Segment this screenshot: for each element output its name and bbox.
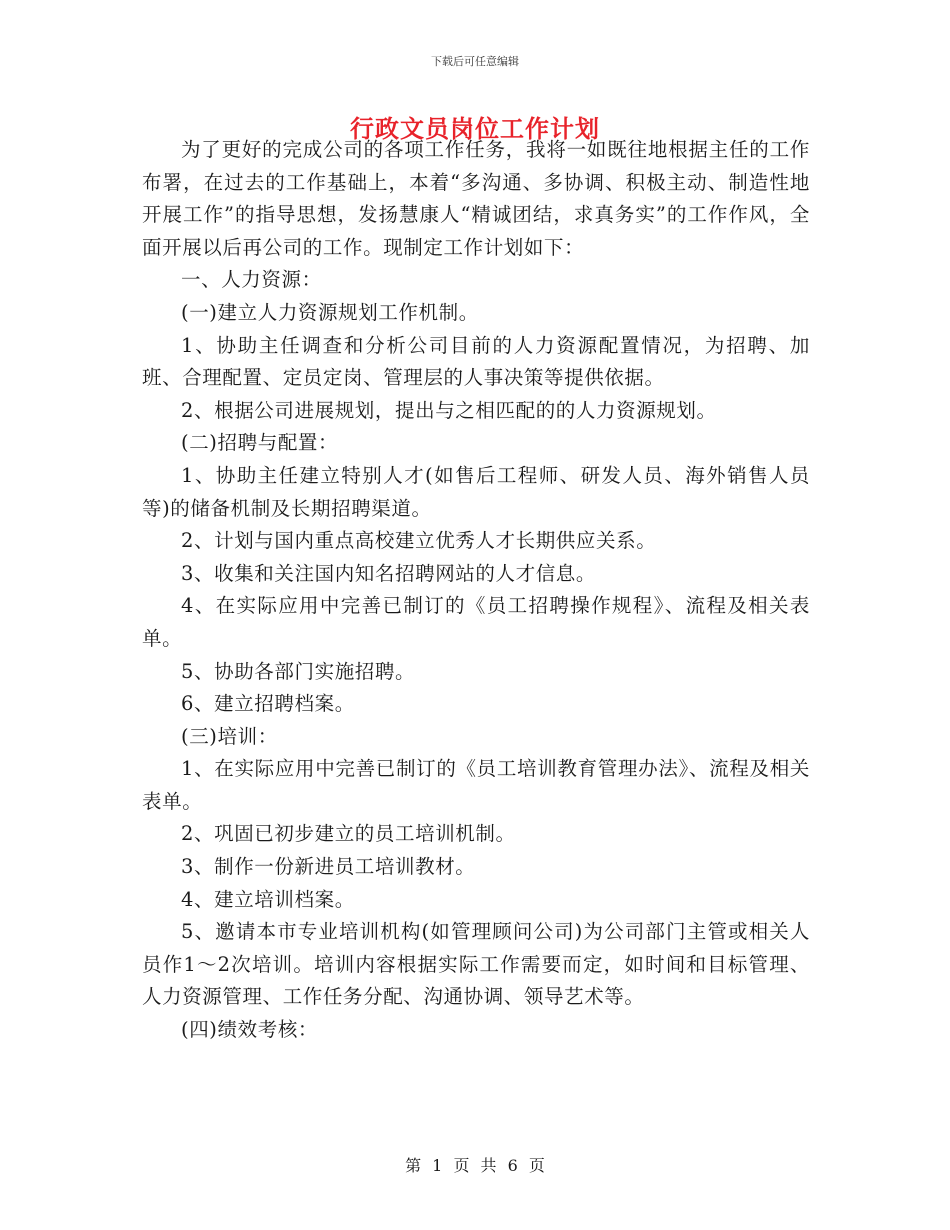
document-title: 行政文员岗位工作计划: [350, 114, 600, 143]
list-item: 2、计划与国内重点高校建立优秀人才长期供应关系。: [181, 529, 657, 553]
subsection-heading: (一)建立人力资源规划工作机制。: [181, 300, 479, 324]
list-item: 2、巩固已初步建立的员工培训机制。: [181, 822, 516, 846]
section-heading-hr: 一、人力资源：: [181, 268, 322, 292]
list-item: 4、在实际应用中完善已制订的《员工招聘操作规程》、流程及相关表单。: [142, 594, 810, 650]
list-item: 2、根据公司进展规划，提出与之相匹配的的人力资源规划。: [181, 398, 717, 422]
header-note: 下载后可任意编辑: [431, 55, 519, 68]
list-item: 5、邀请本市专业培训机构(如管理顾问公司)为公司部门主管或相关人员作1～2次培训。培训内容根据实际工作需要而定，如时间和目标管理、人力资源管理、工作任务分配、沟通协调、领导艺术等。: [142, 920, 810, 1009]
subsection-heading: (三)培训：: [181, 724, 278, 748]
subsection-heading: (四)绩效考核：: [181, 1018, 319, 1042]
intro-paragraph: 为了更好的完成公司的各项工作任务，我将一如既往地根据主任的工作布署，在过去的工作基础上，本着“多沟通、多协调、积极主动、制造性地开展工作”的指导思想，发扬慧康人“精诚团结，求真务实”的工作作风，全面开展以后再公司的工作。现制定工作计划如下：: [142, 138, 810, 259]
list-item: 3、制作一份新进员工培训教材。: [181, 855, 476, 879]
list-item: 4、建立培训档案。: [181, 887, 355, 911]
list-item: 6、建立招聘档案。: [181, 692, 355, 716]
subsection-heading: (二)招聘与配置：: [181, 431, 339, 455]
list-item: 1、在实际应用中完善已制订的《员工培训教育管理办法》、流程及相关表单。: [142, 757, 810, 813]
list-item: 1、协助主任调查和分析公司目前的人力资源配置情况，为招聘、加班、合理配置、定员定岗、管理层的人事决策等提供依据。: [142, 333, 810, 390]
list-item: 5、协助各部门实施招聘。: [181, 659, 416, 683]
list-item: 3、收集和关注国内知名招聘网站的人才信息。: [181, 561, 597, 585]
page-number-footer: 第 1 页 共 6 页: [405, 1156, 545, 1175]
list-item: 1、协助主任建立特别人才(如售后工程师、研发人员、海外销售人员等)的储备机制及长期招聘渠道。: [142, 463, 810, 520]
document-body: [142, 134, 810, 1047]
